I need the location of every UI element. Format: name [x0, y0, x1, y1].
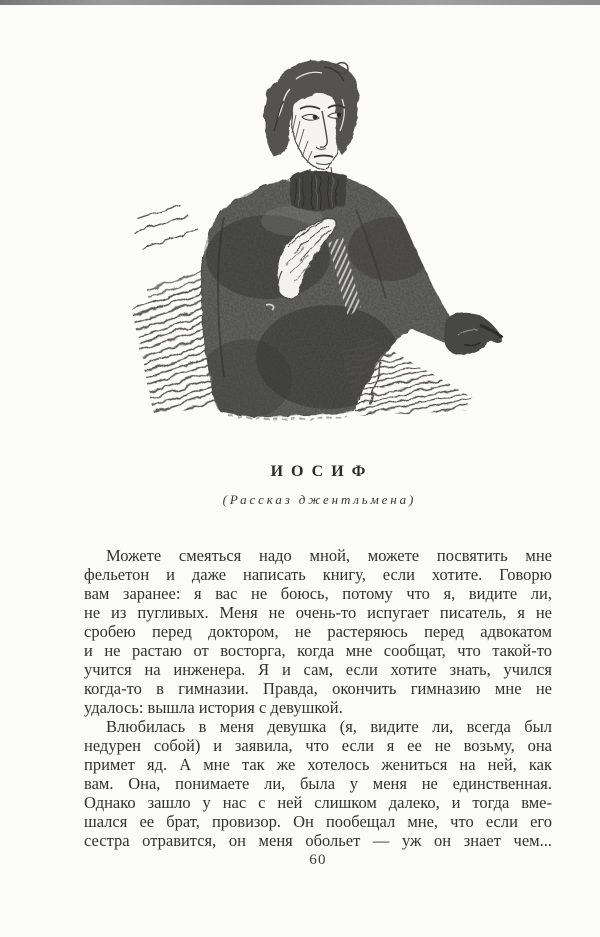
story-title: ИОСИФ [270, 463, 374, 480]
text-line: учится на инженера. Я и сам, если хотите знать, учился [84, 660, 552, 679]
story-subtitle: (Рассказ джентльмена) [222, 492, 417, 507]
text-line: не из пугливых. Меня не очень-то испугает писатель, я не [84, 603, 552, 622]
text-line: удалось: вышла история с девушкой. [84, 698, 343, 717]
text-line: сробею перед доктором, не растеряюсь перед адвокатом [84, 622, 552, 641]
paragraph-2 [84, 717, 552, 850]
text-line: вам заранее: я вас не боюсь, потому что я, видите ли, [84, 584, 552, 603]
text-line: шался ее брат, провизор. Он пообещал мне, что если его [84, 812, 552, 831]
text-line: и не растаю от восторга, когда мне сообщат, что такой-то [84, 641, 552, 660]
collar [288, 171, 348, 211]
right-hand [444, 312, 503, 355]
text-line: фельетон и даже написать книгу, если хотите. Говорю [84, 565, 552, 584]
story-text [84, 546, 552, 850]
page-number: 60 [309, 852, 327, 868]
scan-edge-top [0, 0, 600, 5]
text-line: Однако зашло у нас с ней слишком далеко, и тогда вме- [84, 793, 552, 812]
paragraph-1 [84, 546, 552, 717]
text-line: Можете смеяться надо мной, можете посвятить мне [106, 546, 552, 565]
text-line: сестра отравится, он меня обольет — уж он знает чем... [84, 831, 552, 850]
head [264, 61, 358, 183]
text-line: недурен собой) и заявила, что если я ее не возьму, она [84, 736, 552, 755]
text-line: Влюбилась в меня девушка (я, видите ли, всегда был [106, 717, 552, 736]
portrait-illustration [128, 57, 530, 443]
text-line: примет яд. А мне так же хотелось жениться на ней, как [84, 755, 552, 774]
text-line: вам. Она, понимаете ли, была у меня не единственная. [84, 774, 552, 793]
text-line: когда-то в гимназии. Правда, окончить гимназию мне не [84, 679, 552, 698]
